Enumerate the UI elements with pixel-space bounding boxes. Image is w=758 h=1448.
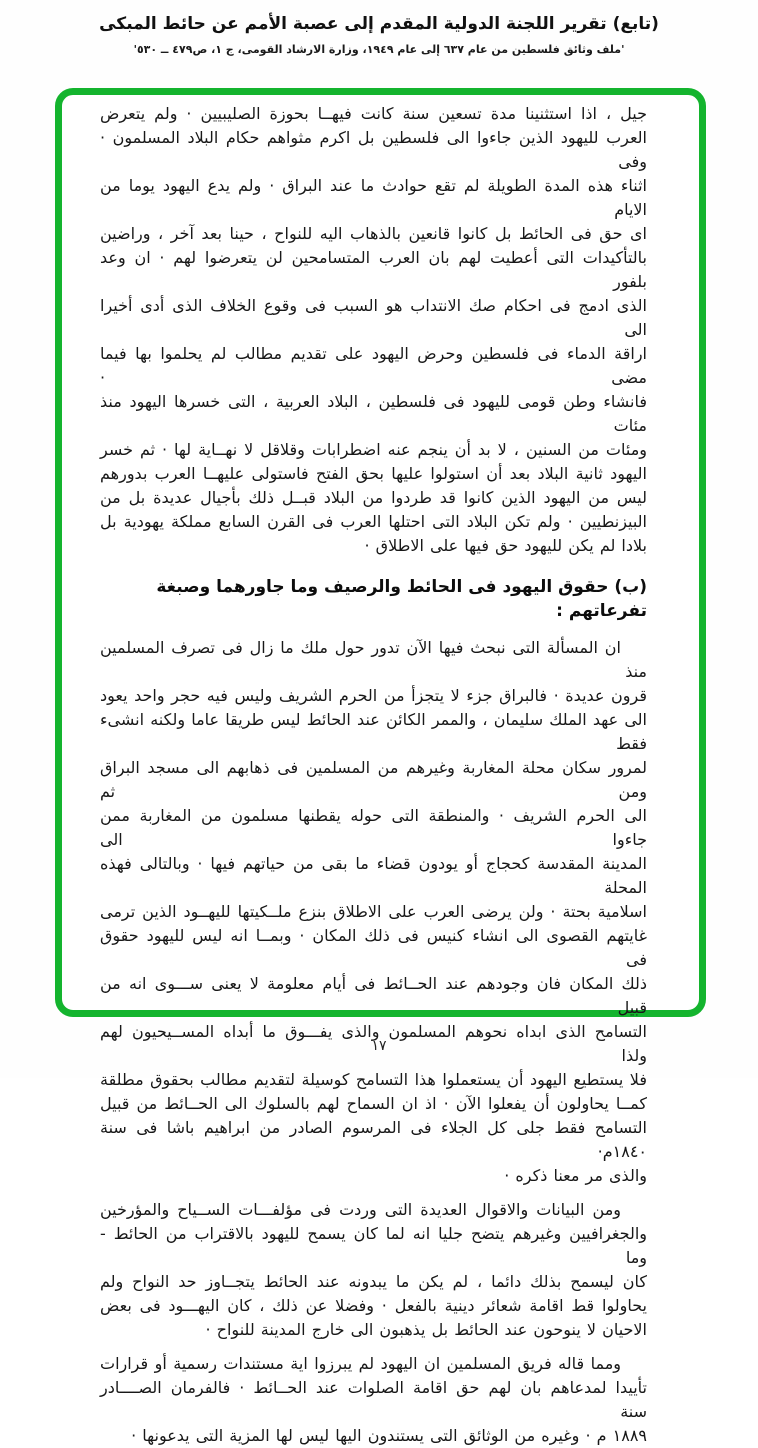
text-line: ومما قاله فريق المسلمين ان اليهود لم يبرزوا اية مستندات رسمية أو قرارات	[100, 1354, 621, 1373]
text-line: اى حق فى الحائط بل كانوا قانعين بالذهاب اليه للنواح ، حينا بعد آخر ، وراضين	[100, 224, 647, 243]
document-source-line: 'ملف وثائق فلسطين من عام ٦٣٧ إلى عام ١٩٤٩، وزارة الارشاد القومى، ج ١، ص٤٧٩ ــ ٥٣٠'	[133, 43, 625, 56]
document-title: (تابع) تقرير اللجنة الدولية المقدم إلى عصبة الأمم عن حائط المبكى	[99, 14, 659, 34]
text-line: الاحيان لا ينوحون عند الحائط بل يذهبون الى خارج المدينة للنواح ·	[205, 1320, 647, 1339]
section-heading: (ب) حقوق اليهود فى الحائط والرصيف وما جاورهما وصبغة تفرعاتهم :	[156, 577, 647, 621]
text-line: غايتهم القصوى الى انشاء كنيس فى ذلك المكان · وبمــا انه ليس لليهود حقوق فى	[100, 926, 647, 969]
text-line: قرون عديدة · فالبراق جزء لا يتجزأ من الحرم الشريف وليس فيه حجر واحد يعود	[100, 686, 647, 705]
text-line: فانشاء وطن قومى لليهود فى فلسطين ، البلاد العربية ، التى خسرها اليهود منذ مئات	[100, 392, 647, 435]
text-line: المدينة المقدسة كحجاج أو يودون قضاء ما بقى من حياتهم فيها · وبالتالى فهذه المحلة	[100, 854, 647, 897]
text-line: الى عهد الملك سليمان ، والممر الكائن عند الحائط ليس طريقا عاما ولكنه انشىء فقط	[100, 710, 647, 753]
document-header	[0, 14, 758, 56]
text-line: كان ليسمح بذلك دائما ، لم يكن ما يبدونه عند الحائط يتجــاوز حد النواح ولم	[100, 1272, 647, 1291]
text-line: بالتأكيدات التى أعطيت لهم بان العرب المتسامحين لن يتعرضوا لهم · ان وعد بلفور	[100, 248, 647, 291]
paragraph	[100, 636, 647, 1188]
text-line: والذى مر معنا ذكره ·	[504, 1166, 647, 1185]
text-line: لمرور سكان محلة المغاربة وغيرهم من المسلمين فى ذهابهم الى مسجد البراق ومن ثم	[100, 758, 647, 801]
text-line: اراقة الدماء فى فلسطين وحرض اليهود على تقديم مطالب لم يحلموا بها فيما مضى ·	[100, 344, 647, 387]
text-line: يحاولوا قط اقامة شعائر دينية بالفعل · وفضلا عن ذلك ، كان اليهـــود فى بعض	[100, 1296, 647, 1315]
paragraph	[100, 102, 647, 558]
text-line: ليس من اليهود الذين كانوا قد طردوا من البلاد قبــل ذلك بأجيال عديدة بل من	[100, 488, 647, 507]
text-line: ومن البيانات والاقوال العديدة التى وردت فى مؤلفـــات الســياح والمؤرخين	[100, 1200, 621, 1219]
text-line: اسلامية بحتة · ولن يرضى العرب على الاطلاق بنزع ملــكيتها لليهــود الذين ترمى	[100, 902, 647, 921]
text-line: بلادا لم يكن لليهود حق فيها على الاطلاق ·	[364, 536, 647, 555]
text-line: كمــا يحاولون أن يفعلوا الآن · اذ ان السماح لهم بالسلوك الى الحــائط من قبيل	[100, 1094, 647, 1113]
paragraph	[100, 1198, 647, 1342]
page-number: ١٧	[371, 1038, 387, 1054]
paragraph	[100, 1352, 647, 1448]
text-line: التسامح الذى ابداه نحوهم المسلمون والذى يفـــوق ما أبداه المســيحيون لهم ولذا	[100, 1022, 647, 1065]
text-line: جيل ، اذا استثنينا مدة تسعين سنة كانت فيهــا بحوزة الصليبيين · ولم يتعرض	[100, 104, 647, 123]
text-line: تأييدا لمدعاهم بان لهم حق اقامة الصلوات عند الحــائط · فالفرمان الصــــادر سنة	[100, 1378, 647, 1421]
text-line: العرب لليهود الذين جاءوا الى فلسطين بل اكرم مثواهم حكام البلاد المسلمون · وفى	[100, 128, 647, 171]
text-line: الى الحرم الشريف · والمنطقة التى حوله يقطنها مسلمون من المغاربة ممن جاءوا الى	[100, 806, 647, 849]
text-line: اليهود ثانية البلاد بعد أن استولوا عليها بحق الفتح فاستولى عليهــا العرب بدورهم	[100, 464, 647, 483]
text-line: ومئات من السنين ، لا بد أن ينجم عنه اضطرابات وقلاقل لا نهــاية لها · ثم خسر	[100, 440, 647, 459]
text-line: اثناء هذه المدة الطويلة لم تقع حوادث ما عند البراق · ولم يدع اليهود يوما من الايام	[100, 176, 647, 219]
text-line: ١٨٨٩ م · وغيره من الوثائق التى يستندون اليها ليس لها المزية التى يدعونها ·	[131, 1426, 647, 1445]
text-line: البيزنطيين · ولم تكن البلاد التى احتلها العرب فى القرن السابع مملكة يهودية بل	[100, 512, 647, 531]
text-line: والجغرافيين وغيرهم يتضح جليا انه لما كان يسمح لليهود بالاقتراب من الحائط - وما	[100, 1224, 647, 1267]
text-line: فلا يستطيع اليهود أن يستعملوا هذا التسامح كوسيلة لتقديم مطالب بحقوق مطلقة	[100, 1070, 647, 1089]
text-line: ان المسألة التى نبحث فيها الآن تدور حول ملك ما زال فى تصرف المسلمين منذ	[100, 638, 647, 681]
text-line: الذى ادمج فى احكام صك الانتداب هو السبب فى وقوع الخلاف الذى أدى أخيرا الى	[100, 296, 647, 339]
text-line: ذلك المكان فان وجودهم عند الحــائط فى أيام معلومة لا يعنى ســـوى انه من قبيل	[100, 974, 647, 1017]
text-line: التسامح فقط جلى كل الجلاء فى المرسوم الصادر من ابراهيم باشا فى سنة ١٨٤٠م·	[100, 1118, 647, 1161]
